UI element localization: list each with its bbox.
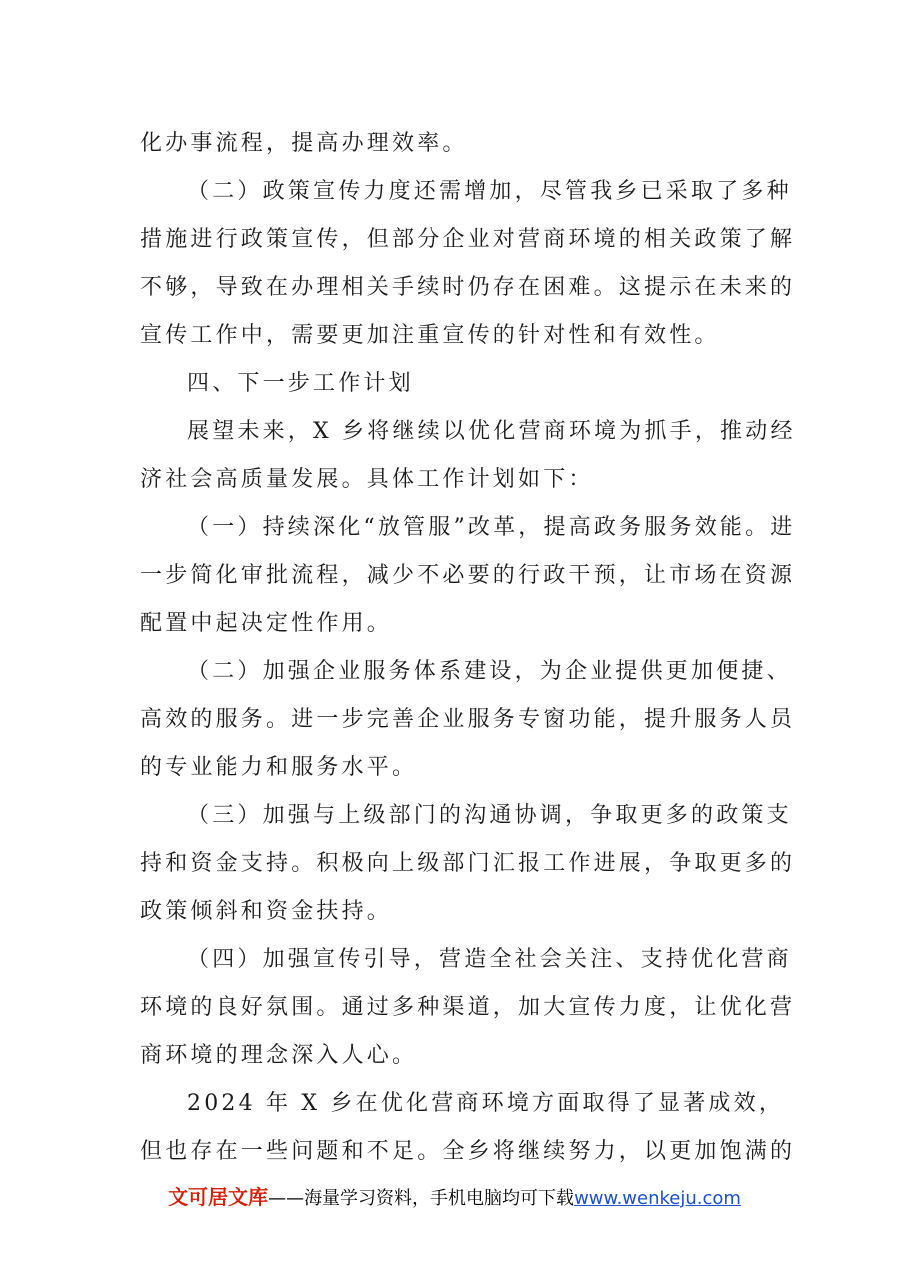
paragraph-6: （二）加强企业服务体系建设，为企业提供更加便捷、高效的服务。进一步完善企业服务专窗功能，提升服务人员的专业能力和服务水平。 [140,659,796,780]
paragraph-9: 2024 年 X 乡在优化营商环境方面取得了显著成效，但也存在一些问题和不足。全乡将继续努力，以更加饱满的 [140,1091,796,1164]
paragraph-7: （三）加强与上级部门的沟通协调，争取更多的政策支持和资金支持。积极向上级部门汇报工作进展，争取更多的政策倾斜和资金扶持。 [140,803,796,924]
footer-link[interactable]: www.wenkeju.com [574,1188,741,1209]
paragraph-8: （四）加强宣传引导，营造全社会关注、支持优化营商环境的良好氛围。通过多种渠道，加大宣传力度，让优化营商环境的理念深入人心。 [140,947,796,1068]
paragraph-2: （二）政策宣传力度还需增加，尽管我乡已采取了多种措施进行政策宣传，但部分企业对营商环境的相关政策了解不够，导致在办理相关手续时仍存在困难。这提示在未来的宣传工作中，需要更加注重宣传的针对性和有效性。 [140,179,796,348]
footer-tagline: ——海量学习资料，手机电脑均可下载 [268,1188,575,1209]
paragraph-1: 化办事流程，提高办理效率。 [140,131,468,156]
section-heading: 四、下一步工作计划 [187,371,414,396]
paragraph-4: 展望未来，X 乡将继续以优化营商环境为抓手，推动经济社会高质量发展。具体工作计划如下： [140,419,796,492]
footer-brand: 文可居文库 [168,1185,269,1209]
paragraph-5: （一）持续深化“放管服”改革，提高政务服务效能。进一步简化审批流程，减少不必要的行政干预，让市场在资源配置中起决定性作用。 [140,515,796,636]
footer-banner [0,1182,909,1214]
document-body [140,120,800,1176]
